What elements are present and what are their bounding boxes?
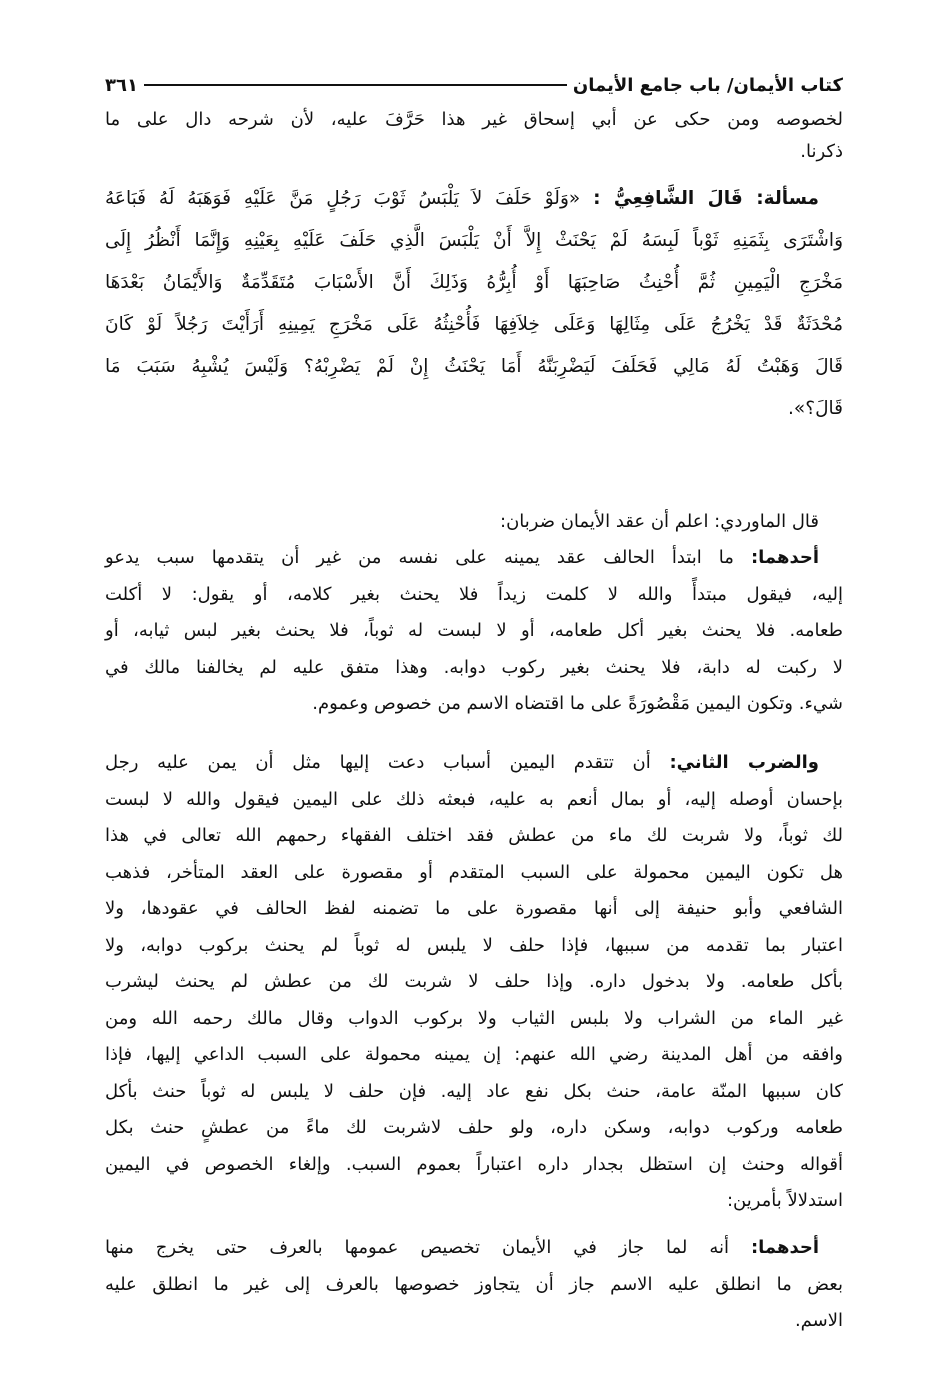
text-line: إليه، فيقول مبتدأً والله لا كلمت زيداً فلا يحنث بغير كلامه، أو يقول: لا أكلت xyxy=(105,583,843,605)
text-line: بإحسان أوصله إليه، أو بمال أنعم به عليه، فبعثه ذلك على اليمين فيقول والله لا لبست xyxy=(105,788,843,810)
paragraph-first-argument xyxy=(105,1230,843,1340)
text-line: طعامه. فلا يحنث بغير أكل طعامه، أو لا لبست له ثوباً، فلا يحنث بغير لبس ثيابه، أو xyxy=(105,620,843,641)
paragraph-heading: أحدهما: xyxy=(750,1237,819,1258)
running-header xyxy=(105,70,843,100)
text-line xyxy=(105,1230,843,1267)
masala-quote xyxy=(105,178,843,430)
text-line: قَالَ؟». xyxy=(788,398,843,419)
text-line xyxy=(105,540,843,577)
text-line: اعتبار بما تقدمه من سببها، فإذا حلف لا يلبس له ثوباً لم يحنث بركوب دوابه، ولا xyxy=(105,934,843,956)
text-line: مُحْدَثَةٌ قَدْ يَخْرُجُ عَلَى مِثَالِهَا وَعَلَى خِلاَفِهَا فَأُحْنِثُهُ عَلَى مَخْرَجِ يَمِينِهِ أَرَأَيْتَ رَجُلاً لَوْ كَانَ xyxy=(105,314,843,335)
text-line: قَالَ وَهَبْتُ لَهُ مَالِي فَحَلَفَ لَيَضْرِبَنَّهُ أَمَا يَحْنَثُ إِنْ لَمْ يَضْرِبْهُ؟ وَلَيْسَ يُشْبِهُ سَبَبَ مَا xyxy=(105,356,843,377)
text-span: أنه لما جاز في الأيمان تخصيص عمومها بالعرف حتى يخرج منها xyxy=(105,1237,730,1258)
paragraph-continuation xyxy=(105,104,843,168)
paragraph-intro xyxy=(105,504,843,541)
text-line: بعض ما انطلق عليه الاسم جاز أن يتجاوز خصوصها بالعرف إلى غير ما انطلق عليه xyxy=(105,1273,843,1295)
text-span: ما ابتدأ الحالف عقد يمينه على نفسه من غير أن يتقدمها سبب يدعو xyxy=(105,547,734,568)
paragraph-first-type xyxy=(105,540,843,723)
masala-heading: مسألة: قَالَ الشَّافِعِيُّ : xyxy=(593,188,819,209)
text-line: لا ركبت له دابة، فلا يحنث بغير ركوب دوابه. وهذا متفق عليه لم يخالفنا مالك في xyxy=(105,656,843,678)
text-span: أن تتقدم اليمين أسباب دعت إليها مثل أن يمن عليه رجل xyxy=(105,752,651,773)
text-line xyxy=(105,745,843,782)
paragraph-heading: أحدهما: xyxy=(750,547,819,568)
text-line: وَاشْتَرَى بِثَمَنِهِ ثَوْباً لَبِسَهُ لَمْ يَحْنَثْ إِلاَّ أَنْ يَلْبَسَ الَّذِي حَلَفَ عَلَيْهِ بِعَيْنِهِ وَإِنَّمَا أَنْظُرُ إِلَى xyxy=(105,230,843,251)
text-line: الاسم. xyxy=(794,1310,843,1331)
text-line: مَخْرَجِ الْيَمِينِ ثُمَّ أُحْنِثُ صَاحِبَهَا أَوْ أُبِرُّهُ وَذَلِكَ أَنَّ الأَسْبَابَ مُتَقَدِّمَةٌ وَالأَيْمَانُ بَعْدَهَا xyxy=(105,272,843,293)
chapter-title: كتاب الأيمان/ باب جامع الأيمان xyxy=(572,74,843,96)
text-line: وافقه من أهل المدينة رضي الله عنهم: إن يمينه محمولة على السبب الداعي إليها، فإذا xyxy=(105,1044,843,1065)
text-line: استدلالاً بأمرين: xyxy=(726,1190,843,1211)
page-number: ٣٦١ xyxy=(105,74,138,96)
text-line: الشافعي وأبو حنيفة إلى أنها مقصورة على ما تضمنه لفظ الحالف في عقودها، ولا xyxy=(105,898,843,919)
paragraph-heading: والضرب الثاني: xyxy=(669,752,820,773)
text-line: لخصوصه ومن حكى عن أبي إسحاق غير هذا حَرَّفَ عليه، لأن شرحه دال على ما xyxy=(105,109,843,130)
text-line xyxy=(105,178,843,220)
text-line: شيء. وتكون اليمين مَقْصُورَةً على ما اقتضاه الاسم من خصوص وعموم. xyxy=(312,693,843,714)
text-line: أقواله وحنث إن استظل بجدار داره اعتباراً بعموم السبب. وإلغاء الخصوص في اليمين xyxy=(105,1153,843,1175)
text-line: بأكل طعامه. ولا بدخول داره. وإذا حلف لا شربت لك من عطش لم يحنث ليشرب xyxy=(105,971,843,992)
text-line: قال الماوردي: اعلم أن عقد الأيمان ضربان: xyxy=(500,511,819,532)
text-line: طعامه وركوب دوابه، وسكن داره، ولو حلف لاشربت لك ماءً من عطشٍ حنث بكل xyxy=(105,1117,843,1138)
text-line: ذكرنا. xyxy=(800,141,843,162)
text-line: كان سببها المنّة عامة، حنث بكل نفع عاد إليه. فإن حلف لا يلبس له ثوباً حنث بأكل xyxy=(105,1080,843,1102)
text-span: «وَلَوْ حَلَفَ لاَ يَلْبَسُ ثَوْبَ رَجُلٍ مَنَّ عَلَيْهِ فَوَهَبَهُ لَهُ فَبَاعَهُ xyxy=(105,188,581,209)
text-line: هل تكون اليمين محمولة على السبب المتقدم أو مقصورة على العقد المتأخر، فذهب xyxy=(105,861,843,883)
paragraph-second-type xyxy=(105,745,843,1220)
header-rule xyxy=(144,84,567,86)
text-line: غير الماء من الشراب ولا بلبس الثياب ولا بركوب الدواب وقال مالك رحمه الله ومن xyxy=(105,1007,843,1029)
text-line: لك ثوباً، ولا شربت لك ماء من عطش فقد اختلف الفقهاء رحمهم الله تعالى في هذا xyxy=(105,825,843,846)
